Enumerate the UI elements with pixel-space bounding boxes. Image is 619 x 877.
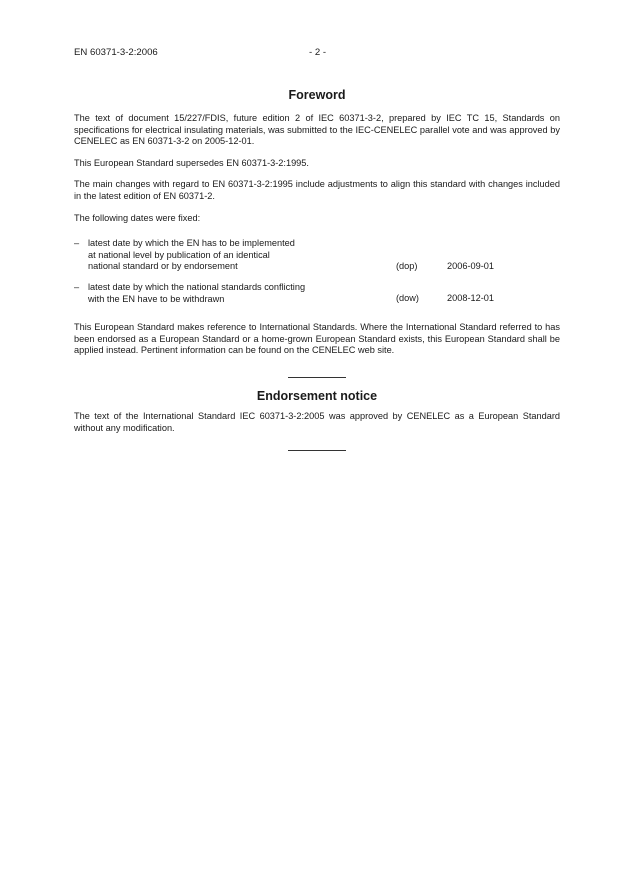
date-item-date: 2008-12-01 — [447, 293, 494, 304]
date-item-line: with the EN have to be withdrawn — [88, 293, 225, 304]
foreword-paragraph-dates-intro: The following dates were fixed: — [74, 212, 201, 223]
foreword-paragraph-references: This European Standard makes reference to International Standards. Where the International Standard referred to has been endorsed as a European Standard or a home-grown European Standard exists, this European Standard shall be applied instead. Pertinent information can be found on the CENELEC web site. — [74, 322, 560, 356]
section-divider — [288, 377, 346, 378]
page-body — [74, 87, 560, 451]
foreword-paragraph-main-changes: The main changes with regard to EN 60371-3-2:1995 include adjustments to align this standard with changes included in the latest edition of EN 60371-2. — [74, 179, 560, 201]
foreword-heading: Foreword — [288, 88, 346, 102]
date-item-line: at national level by publication of an identical — [88, 249, 270, 260]
date-item-abbreviation: (dop) — [396, 261, 418, 272]
header-page-number: - 2 - — [309, 47, 327, 58]
list-dash: – — [74, 282, 80, 293]
endorsement-paragraph: The text of the International Standard IEC 60371-3-2:2005 was approved by CENELEC as a European Standard without any modification. — [74, 410, 560, 433]
foreword-paragraph-document: The text of document 15/227/FDIS, future edition 2 of IEC 60371-3-2, prepared by IEC TC 15, Standards on specifications for electrical insulating materials, was submitted to the IEC-CENELEC parallel vote and was approved by CENELEC as EN 60371-3-2 on 2005-12-01. — [74, 113, 560, 147]
date-item-dop — [74, 238, 560, 273]
date-item-date: 2006-09-01 — [447, 261, 494, 272]
endorsement-heading: Endorsement notice — [256, 388, 378, 403]
end-divider — [288, 450, 346, 451]
date-item-line: latest date by which the EN has to be implemented — [88, 238, 295, 249]
list-dash: – — [74, 238, 80, 249]
date-item-description — [88, 238, 378, 273]
date-item-description — [88, 282, 378, 305]
date-item-line: national standard or by endorsement — [88, 261, 238, 272]
date-item-line: latest date by which the national standards conflicting — [88, 282, 306, 293]
foreword-paragraph-supersedes: This European Standard supersedes EN 60371-3-2:1995. — [74, 157, 309, 168]
header-document-id: EN 60371-3-2:2006 — [74, 47, 158, 58]
date-item-dow — [74, 282, 560, 306]
date-item-abbreviation: (dow) — [396, 293, 419, 304]
